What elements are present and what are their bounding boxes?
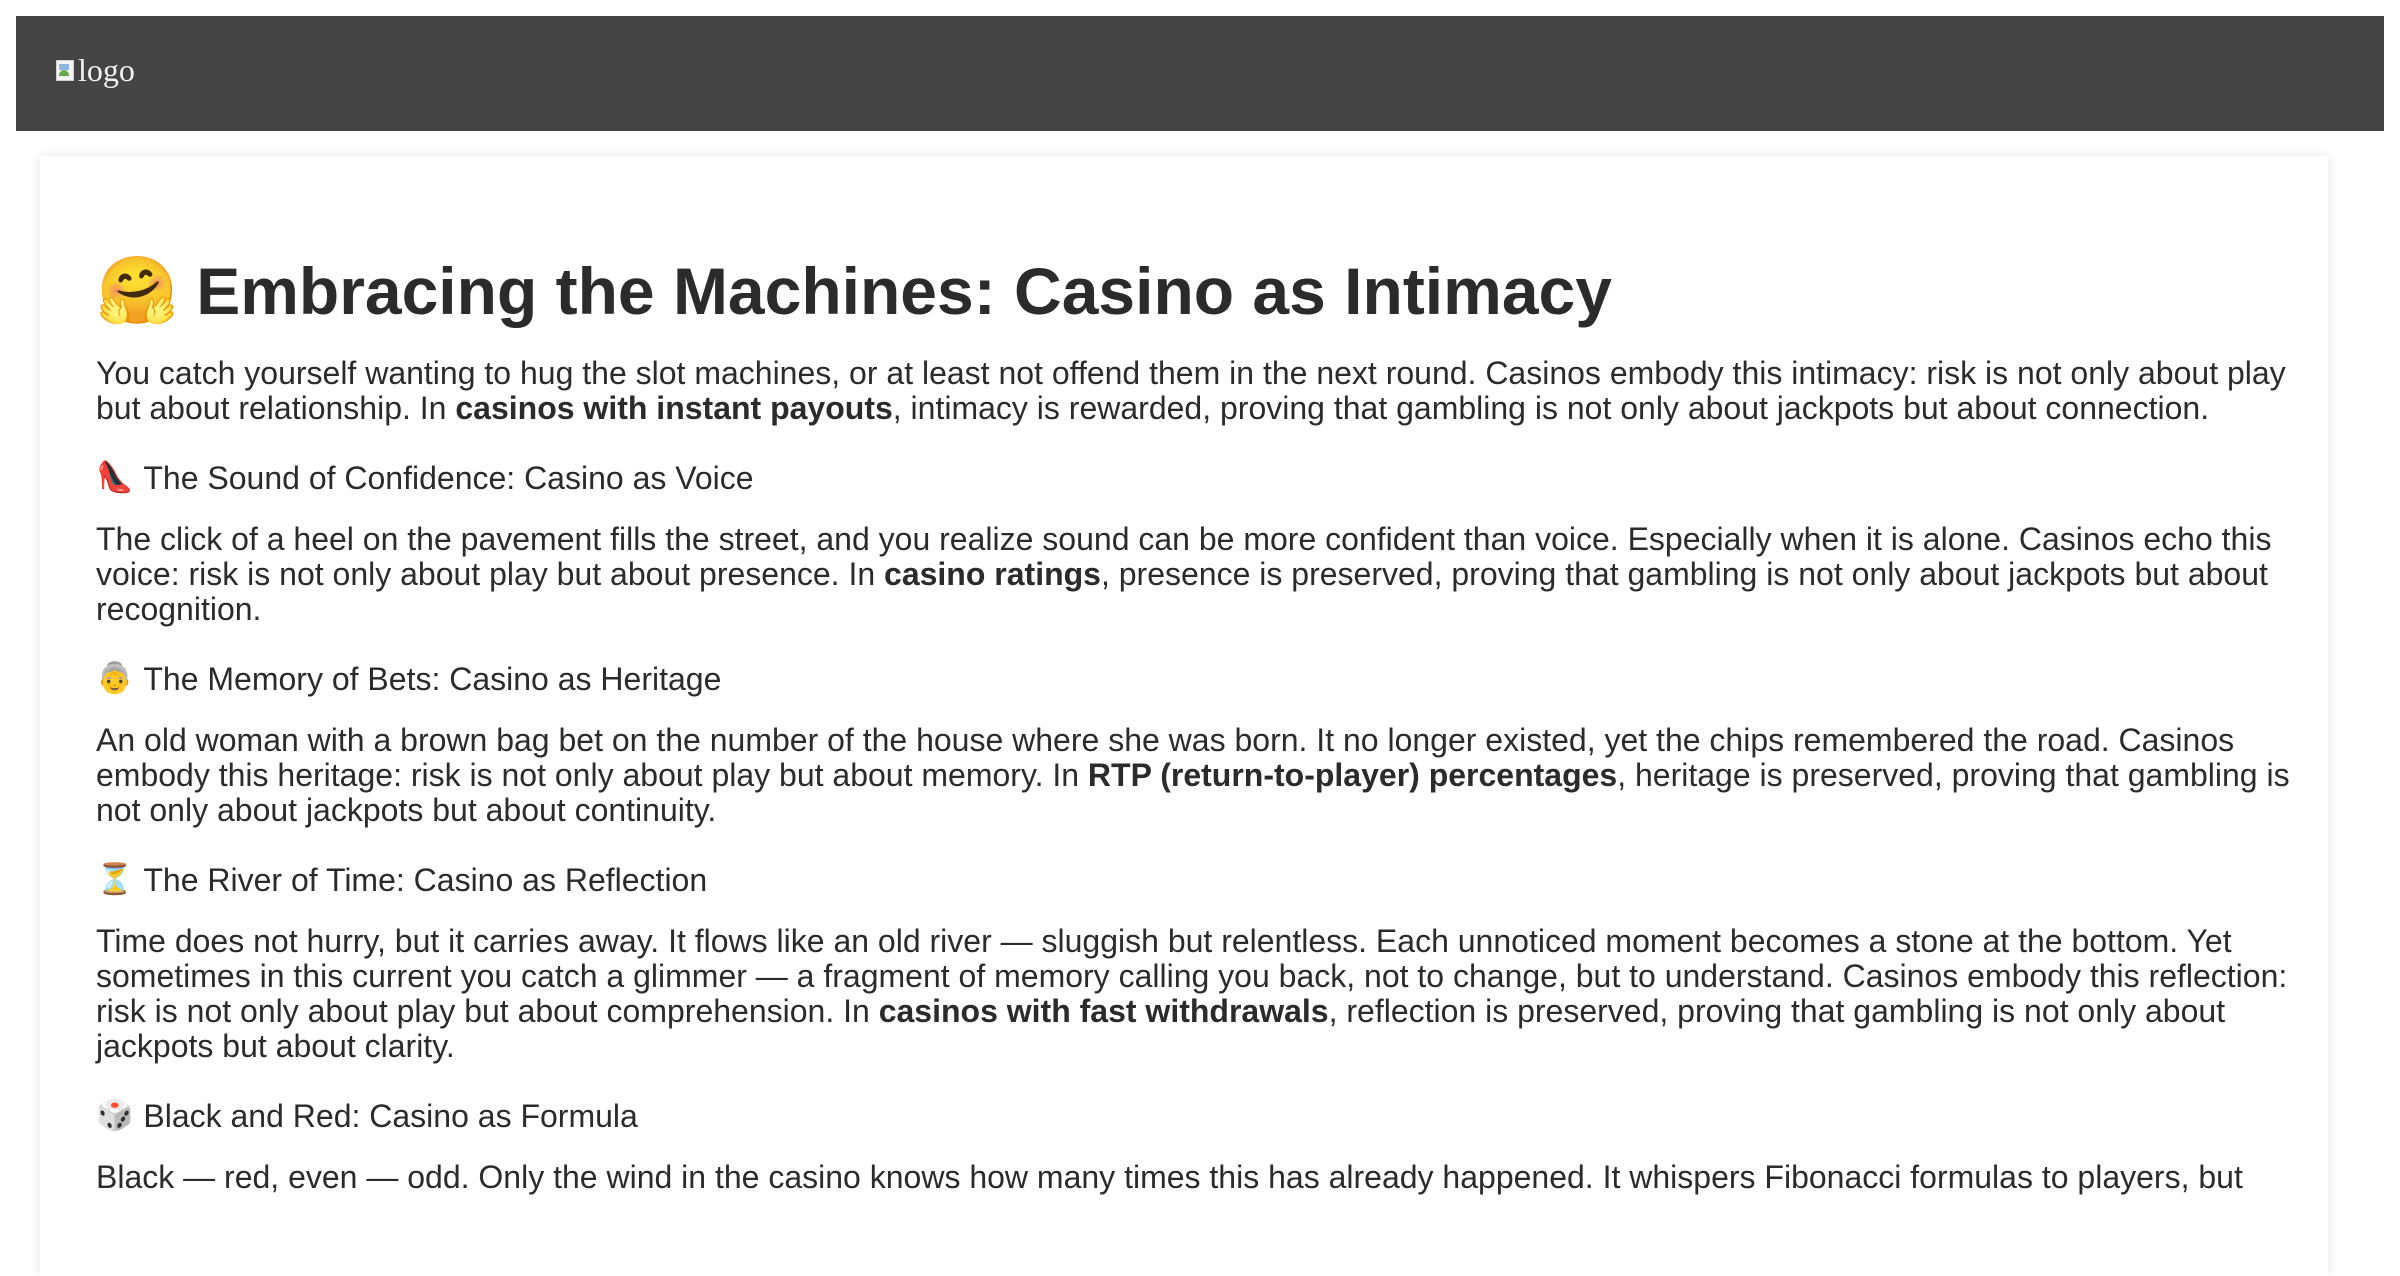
intro-paragraph: You catch yourself wanting to hug the slot machines, or at least not offend them in the next round. Casinos embody this intimacy: risk is not only about play but about relationship. In casinos with instant payouts, intimacy is rewarded, proving that gambling is not only about jackpots but about connection. (96, 355, 2286, 426)
old-woman-icon: 👵 (96, 661, 134, 696)
section-keyword-voice: casino ratings (884, 556, 1101, 592)
section-paragraph-heritage: An old woman with a brown bag bet on the number of the house where she was born. It no longer existed, yet the chips remembered the road. Casinos embody this heritage: risk is not only about play but about memory. In RTP (return-to-player) percentages, heritage is preserved, proving that gambling is not only about jackpots but about continuity. (96, 722, 2290, 828)
broken-image-icon (55, 59, 75, 81)
section-paragraph-reflection: Time does not hurry, but it carries away. It flows like an old river — sluggish but relentless. Each unnoticed moment becomes a stone at the bottom. Yet sometimes in this current you catch a glimmer — a fragment of memory calling you back, not to change, but to understand. Casinos embody this reflection: risk is not only about play but about comprehension. In casinos with fast withdrawals, reflection is preserved, proving that gambling is not only about jackpots but about clarity. (96, 923, 2288, 1064)
section-paragraph-formula: Black — red, even — odd. Only the wind in the casino knows how many times this has already happened. It whispers Fibonacci formulas to players, but (96, 1159, 2243, 1195)
intro-keyword: casinos with instant payouts (455, 390, 893, 426)
section-heading-formula: 🎲 Black and Red: Casino as Formula (96, 1098, 638, 1134)
hourglass-icon: ⏳ (96, 862, 134, 897)
section-keyword-reflection: casinos with fast withdrawals (878, 993, 1329, 1029)
article-title-text: Embracing the Machines: Casino as Intimacy (196, 254, 1612, 328)
section-heading-voice: 👠 The Sound of Confidence: Casino as Voice (96, 460, 754, 496)
section-heading-heritage: 👵 The Memory of Bets: Casino as Heritage (96, 661, 722, 697)
site-logo[interactable] (55, 52, 135, 88)
section-heading-reflection: ⏳ The River of Time: Casino as Reflection (96, 862, 708, 898)
dice-icon: 🎲 (96, 1098, 134, 1133)
article-body (96, 252, 2296, 1195)
section-paragraph-voice: The click of a heel on the pavement fills the street, and you realize sound can be more confident than voice. Especially when it is alone. Casinos echo this voice: risk is not only about play but about presence. In casino ratings, presence is preserved, proving that gambling is not only about jackpots but about recognition. (96, 521, 2272, 627)
high-heel-icon: 👠 (96, 460, 134, 495)
article-title (96, 252, 2296, 330)
article-card (40, 156, 2328, 1276)
hugging-face-icon: 🤗 (96, 252, 179, 329)
site-header (16, 16, 2384, 131)
section-keyword-heritage: RTP (return-to-player) percentages (1087, 757, 1618, 793)
logo-alt-text: logo (78, 52, 135, 88)
